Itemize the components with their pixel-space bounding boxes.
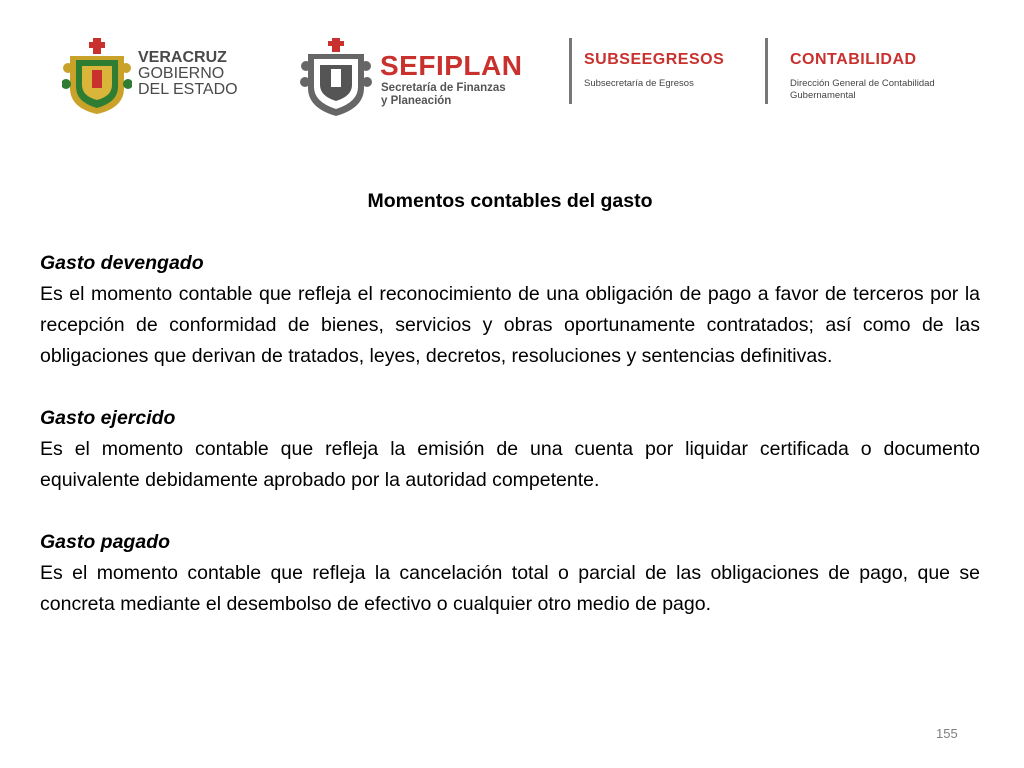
- subseegresos-subtitle: Subsecretaría de Egresos: [584, 78, 694, 89]
- document-title: Momentos contables del gasto: [367, 190, 653, 212]
- veracruz-line3: DEL ESTADO: [138, 81, 238, 98]
- sefiplan-subtitle-line2: y Planeación: [381, 95, 452, 107]
- contabilidad-subtitle-line2: Gubernamental: [790, 90, 856, 101]
- section-body: Es el momento contable que refleja el reconocimiento de una obligación de pago a favor de terceros por la recepción de conformidad de bienes, servicios y obras oportunamente contratados; así como de las obligaciones que derivan de tratados, leyes, decretos, resoluciones y sentencias definitivas.: [40, 283, 980, 367]
- veracruz-line1: VERACRUZ: [138, 49, 227, 66]
- veracruz-coat-of-arms-icon: [62, 38, 132, 114]
- contabilidad-subtitle-line1: Dirección General de Contabilidad: [790, 78, 935, 89]
- document-body: [40, 186, 980, 651]
- sefiplan-title: SEFIPLAN: [380, 50, 523, 81]
- subseegresos-title: SUBSEEGRESOS: [584, 51, 725, 68]
- sefiplan-subtitle-line1: Secretaría de Finanzas: [381, 82, 506, 94]
- sefiplan-emblem-icon: [300, 38, 372, 116]
- page-number: 155: [936, 726, 958, 741]
- sefiplan-subtitle: [381, 82, 506, 108]
- section-title: Gasto ejercido: [40, 407, 176, 429]
- section-body: Es el momento contable que refleja la cancelación total o parcial de las obligaciones de pago, que se concreta mediante el desembolso de efectivo o cualquier otro medio de pago.: [40, 562, 980, 615]
- header-logos: [0, 0, 1024, 130]
- veracruz-wordmark: [138, 50, 238, 98]
- section-body: Es el momento contable que refleja la emisión de una cuenta por liquidar certificada o documento equivalente debidamente aprobado por la autoridad competente.: [40, 438, 980, 491]
- section-title: Gasto devengado: [40, 252, 204, 274]
- header-divider: [569, 38, 572, 104]
- veracruz-line2: GOBIERNO: [138, 65, 225, 82]
- contabilidad-title: CONTABILIDAD: [790, 51, 917, 68]
- header-divider: [765, 38, 768, 104]
- section-title: Gasto pagado: [40, 531, 171, 553]
- contabilidad-subtitle: [790, 78, 935, 102]
